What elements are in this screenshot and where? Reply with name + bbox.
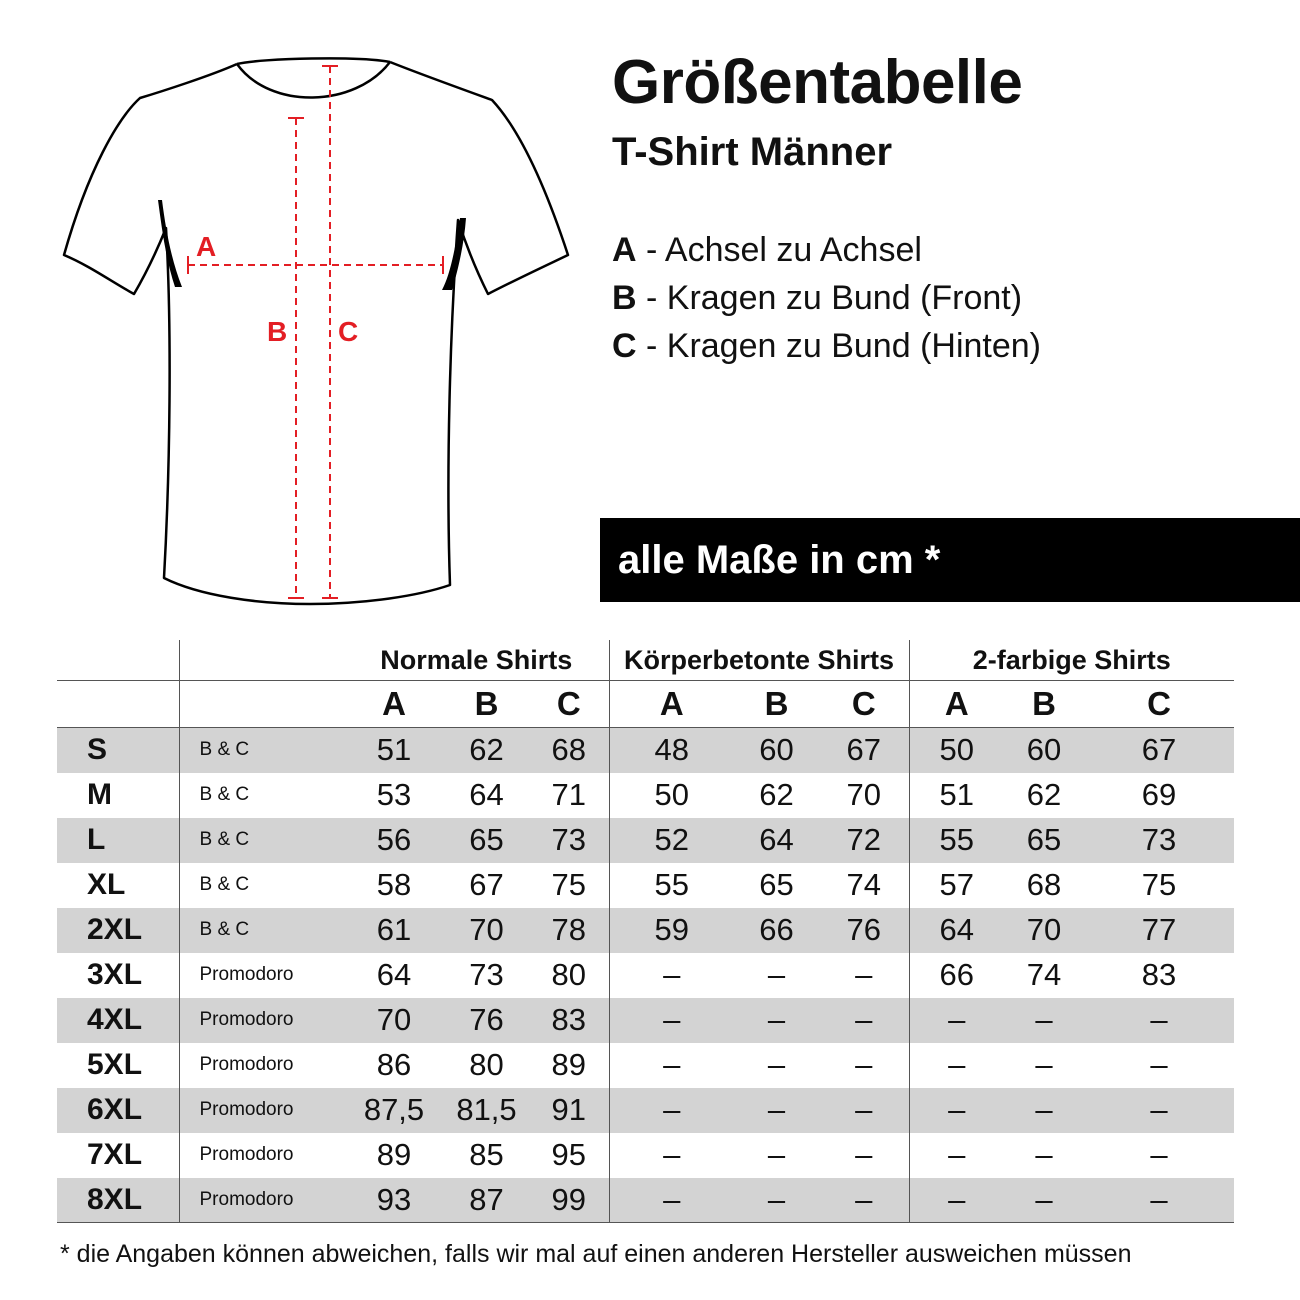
- right-armhole-shade: [442, 218, 466, 290]
- measure-cell: –: [1035, 1137, 1053, 1172]
- measure-cell: 77: [1141, 912, 1177, 947]
- size-label: 5XL: [87, 1048, 143, 1081]
- measure-cell: –: [1035, 1092, 1053, 1127]
- column-header: C: [529, 681, 609, 728]
- legend-item-c: [612, 324, 1041, 372]
- size-table: [57, 640, 1234, 1223]
- measure-cell: –: [609, 1133, 734, 1178]
- measure-cell: –: [609, 998, 734, 1043]
- measure-cell: 52: [609, 818, 734, 863]
- measure-cell: –: [767, 957, 786, 992]
- measure-cell: 48: [609, 728, 734, 773]
- table-row: [57, 1088, 1234, 1133]
- legend-item-b: [612, 276, 1041, 324]
- measure-cell: 99: [529, 1178, 609, 1223]
- measure-cell: 86: [376, 1047, 412, 1082]
- page-title: Größentabelle: [612, 48, 1023, 117]
- brand-label: B & C: [179, 818, 344, 863]
- corner-cell: [57, 681, 179, 728]
- measure-cell: 69: [1141, 777, 1177, 812]
- table-row: [57, 773, 1234, 818]
- group-header-normal: Normale Shirts: [380, 644, 573, 675]
- measure-cell: 80: [469, 1047, 504, 1082]
- size-label: 4XL: [87, 1003, 143, 1036]
- table-row: [57, 818, 1234, 863]
- measure-cell: –: [855, 957, 873, 992]
- measure-line-a: [188, 256, 443, 274]
- legend-text: - Kragen zu Bund (Hinten): [636, 327, 1041, 365]
- size-label: S: [87, 733, 108, 767]
- measure-cell: 89: [376, 1137, 412, 1172]
- measure-cell: –: [855, 1092, 873, 1127]
- legend-item-a: [612, 228, 1041, 276]
- column-header: C: [1084, 681, 1234, 728]
- measure-cell: –: [1035, 1002, 1053, 1037]
- table-column-header: [57, 681, 1234, 728]
- legend-text: - Achsel zu Achsel: [636, 231, 922, 269]
- size-label: 2XL: [87, 913, 143, 946]
- measure-cell: 83: [551, 1002, 586, 1037]
- measure-cell: 61: [376, 912, 412, 947]
- tshirt-collar-front: [237, 62, 390, 98]
- measure-cell: –: [609, 1043, 734, 1088]
- brand-label: Promodoro: [179, 998, 344, 1043]
- table-row: [57, 1133, 1234, 1178]
- measure-cell: –: [767, 1002, 786, 1037]
- table-row: [57, 863, 1234, 908]
- measure-cell: 65: [1026, 822, 1062, 857]
- measure-cell: 51: [909, 773, 1004, 818]
- corner-cell: [179, 681, 344, 728]
- measure-cell: –: [909, 998, 1004, 1043]
- legend-text: - Kragen zu Bund (Front): [636, 279, 1023, 317]
- measure-cell: –: [1150, 1047, 1168, 1082]
- measure-cell: 60: [759, 732, 794, 768]
- measure-cell: –: [909, 1178, 1004, 1223]
- measure-cell: 70: [469, 912, 504, 947]
- measure-cell: 80: [551, 957, 586, 992]
- measure-label-a: A: [196, 231, 217, 262]
- measure-cell: 50: [609, 773, 734, 818]
- measure-cell: 62: [1026, 777, 1062, 812]
- group-header-2farbig: 2-farbige Shirts: [909, 640, 1234, 681]
- measure-cell: –: [609, 953, 734, 998]
- measure-cell: 62: [759, 777, 794, 812]
- measure-cell: –: [855, 1002, 873, 1037]
- page-subtitle: T-Shirt Männer: [612, 130, 893, 174]
- measure-cell: –: [855, 1047, 873, 1082]
- measure-cell: 89: [551, 1047, 586, 1082]
- measure-line-c: [322, 66, 338, 598]
- measure-cell: –: [767, 1092, 786, 1127]
- measure-cell: 64: [759, 822, 794, 857]
- measure-cell: –: [609, 1178, 734, 1223]
- size-label: 7XL: [87, 1138, 143, 1171]
- measure-cell: 68: [1026, 867, 1062, 902]
- column-header: B: [1004, 681, 1084, 728]
- measure-cell: 75: [551, 867, 586, 902]
- brand-label: Promodoro: [179, 1088, 344, 1133]
- left-armhole-shade: [158, 200, 182, 287]
- measure-cell: 58: [376, 867, 412, 902]
- measure-cell: 72: [846, 822, 881, 857]
- measure-cell: 57: [909, 863, 1004, 908]
- measure-cell: 65: [759, 867, 794, 902]
- brand-label: Promodoro: [179, 1043, 344, 1088]
- measure-cell: 51: [376, 732, 412, 768]
- column-header: A: [609, 681, 734, 728]
- measure-cell: 55: [609, 863, 734, 908]
- measure-cell: 87: [444, 1178, 529, 1223]
- measure-cell: 67: [469, 867, 504, 902]
- measure-cell: –: [909, 1088, 1004, 1133]
- table-body: [57, 728, 1234, 1223]
- measure-cell: 95: [551, 1137, 586, 1172]
- size-label: L: [87, 823, 106, 856]
- measure-cell: 67: [1141, 732, 1177, 768]
- measure-cell: 70: [376, 1002, 412, 1037]
- tshirt-collar-back: [237, 58, 390, 64]
- measure-cell: –: [1150, 1002, 1168, 1037]
- measure-cell: 64: [909, 908, 1004, 953]
- tshirt-diagram: [0, 0, 600, 620]
- size-label: 3XL: [87, 958, 143, 991]
- measure-cell: 75: [1141, 867, 1177, 902]
- measure-cell: 53: [376, 777, 412, 812]
- measure-label-b: B: [267, 316, 288, 347]
- table-row: [57, 908, 1234, 953]
- brand-label: B & C: [179, 728, 344, 773]
- brand-label: B & C: [179, 773, 344, 818]
- brand-label: Promodoro: [179, 1178, 344, 1223]
- measure-cell: 70: [1026, 912, 1062, 947]
- measure-cell: 60: [1026, 732, 1062, 768]
- measure-cell: 73: [469, 957, 504, 992]
- measure-cell: 93: [344, 1178, 444, 1223]
- measure-cell: –: [909, 1133, 1004, 1178]
- measure-cell: 81,5: [456, 1092, 517, 1127]
- table-row: [57, 953, 1234, 998]
- group-header-koerperbetont: Körperbetonte Shirts: [609, 640, 909, 681]
- corner-cell: [57, 640, 179, 681]
- units-banner: alle Maße in cm *: [600, 518, 1300, 602]
- table-row: [57, 728, 1234, 773]
- measure-cell: 64: [469, 777, 504, 812]
- measure-cell: –: [819, 1178, 909, 1223]
- table-row: [57, 1043, 1234, 1088]
- brand-label: B & C: [179, 863, 344, 908]
- measure-label-c: C: [338, 316, 359, 347]
- measure-cell: –: [767, 1047, 786, 1082]
- measure-cell: –: [734, 1178, 819, 1223]
- measure-cell: 66: [759, 912, 794, 947]
- table-group-header: [57, 640, 1234, 681]
- measure-cell: –: [1004, 1178, 1084, 1223]
- corner-cell: [179, 640, 344, 681]
- measure-cell: 66: [909, 953, 1004, 998]
- size-label: M: [87, 778, 112, 811]
- measure-cell: 74: [846, 867, 881, 902]
- measure-cell: 85: [469, 1137, 504, 1172]
- legend-key: B: [612, 279, 637, 317]
- measure-cell: 68: [551, 732, 586, 768]
- measure-cell: –: [609, 1088, 734, 1133]
- measure-cell: 73: [551, 822, 586, 857]
- measure-cell: –: [855, 1137, 873, 1172]
- measure-cell: –: [1084, 1178, 1234, 1223]
- measure-cell: 73: [1141, 822, 1177, 857]
- measure-cell: 67: [846, 732, 881, 768]
- brand-label: B & C: [179, 908, 344, 953]
- measure-cell: 74: [1026, 957, 1062, 992]
- column-header: B: [734, 681, 819, 728]
- column-header: A: [344, 681, 444, 728]
- brand-label: Promodoro: [179, 1133, 344, 1178]
- measure-cell: 50: [909, 728, 1004, 773]
- column-header: B: [444, 681, 529, 728]
- measure-cell: 71: [551, 777, 586, 812]
- legend-key: A: [612, 231, 637, 269]
- measure-cell: 76: [469, 1002, 504, 1037]
- column-header: A: [909, 681, 1004, 728]
- tshirt-outline: [64, 62, 568, 604]
- measure-cell: 56: [376, 822, 412, 857]
- column-header: C: [819, 681, 909, 728]
- legend-key: C: [612, 327, 637, 365]
- measurement-legend: [612, 228, 1041, 372]
- size-label: 8XL: [57, 1178, 179, 1223]
- size-label: XL: [87, 868, 126, 901]
- measure-cell: 70: [846, 777, 881, 812]
- measure-cell: 87,5: [363, 1092, 425, 1127]
- measure-cell: 59: [609, 908, 734, 953]
- measure-cell: 65: [469, 822, 504, 857]
- measure-line-b: [288, 118, 304, 598]
- footnote: * die Angaben können abweichen, falls wir mal auf einen anderen Hersteller ausweichen müssen: [60, 1240, 1132, 1268]
- measure-cell: 76: [846, 912, 881, 947]
- size-label: 6XL: [87, 1093, 143, 1126]
- measure-cell: –: [1150, 1092, 1168, 1127]
- measure-cell: 78: [551, 912, 586, 947]
- measure-cell: –: [1035, 1047, 1053, 1082]
- measure-cell: 91: [551, 1092, 586, 1127]
- measure-cell: –: [909, 1043, 1004, 1088]
- measure-cell: 64: [376, 957, 412, 992]
- measure-cell: 83: [1141, 957, 1177, 992]
- measure-cell: –: [767, 1137, 786, 1172]
- measure-cell: 55: [909, 818, 1004, 863]
- measure-cell: 62: [469, 732, 504, 768]
- brand-label: Promodoro: [179, 953, 344, 998]
- table-row: [57, 1178, 1234, 1223]
- measure-cell: –: [1150, 1137, 1168, 1172]
- table-row: [57, 998, 1234, 1043]
